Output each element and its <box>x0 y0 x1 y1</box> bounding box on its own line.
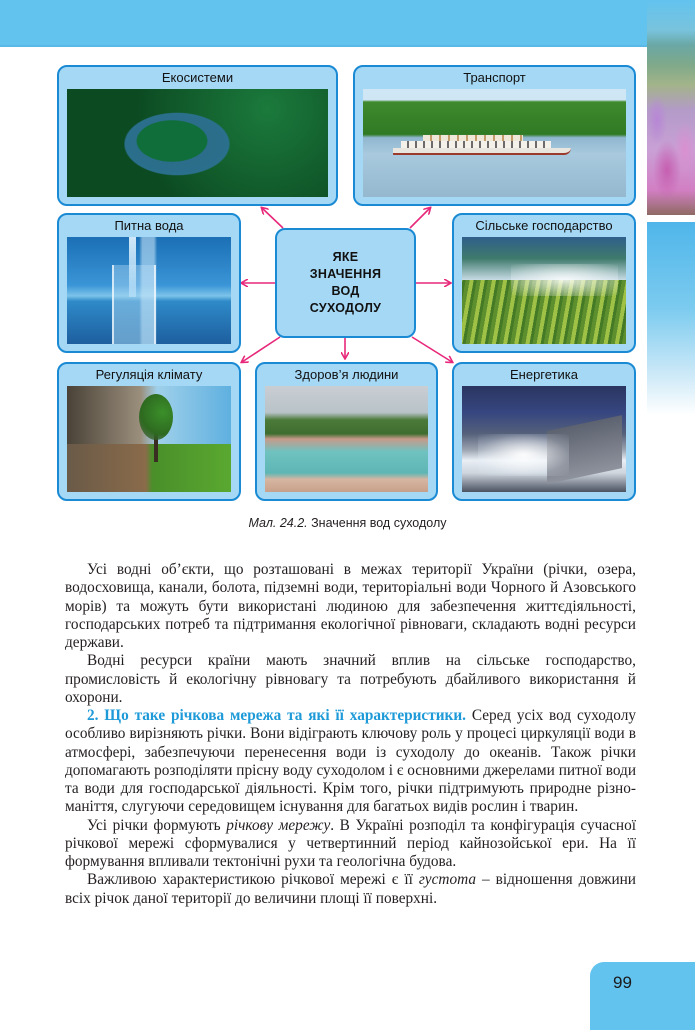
page-number-tab <box>590 962 695 1030</box>
paragraph-3 <box>65 707 636 817</box>
paragraph-4 <box>65 817 636 872</box>
center-question-box <box>275 228 416 338</box>
card-transport <box>353 65 636 206</box>
card-title: Екосистеми <box>161 70 234 85</box>
ecosystems-photo <box>67 89 328 197</box>
card-title: Здоров’я людини <box>294 367 399 382</box>
caption-label: Мал. 24.2. <box>248 516 308 530</box>
body-text <box>65 561 636 908</box>
card-energy <box>452 362 636 501</box>
paragraph-5-a: Важливою характеристикою річкової мережі є її <box>87 871 419 889</box>
ship-shape <box>393 135 571 155</box>
card-agriculture <box>452 213 636 353</box>
center-line-4: СУХОДОЛУ <box>309 301 382 315</box>
card-climate <box>57 362 241 501</box>
side-decorative-photo <box>647 0 695 215</box>
card-ecosystems <box>57 65 338 206</box>
card-title: Регуляція клімату <box>95 367 203 382</box>
center-line-1: ЯКЕ <box>332 250 359 264</box>
paragraph-2: Водні ресурси країни мають значний вплив на сільське господарство, промисловість й екологічну рівновагу та потребують дбайливого використання й охорони. <box>65 652 636 706</box>
card-health <box>255 362 438 501</box>
energy-photo <box>462 386 626 492</box>
section-heading: 2. Що таке річкова мережа та які її характеристики. <box>87 707 467 724</box>
agriculture-photo <box>462 237 626 344</box>
side-gradient-tab <box>647 222 695 415</box>
card-title: Енергетика <box>510 367 578 382</box>
card-title: Транспорт <box>463 70 526 85</box>
climate-photo <box>67 386 231 492</box>
paragraph-4-a: Усі річки формують <box>87 816 227 834</box>
caption-text: Значення вод суходолу <box>307 516 447 530</box>
paragraph-5 <box>65 871 636 908</box>
term-river-network: річкову мережу <box>226 816 331 834</box>
card-title: Сільське господарство <box>475 218 613 233</box>
center-line-3: ВОД <box>331 284 360 298</box>
center-line-2: ЗНАЧЕННЯ <box>309 267 382 281</box>
transport-photo <box>363 89 626 197</box>
card-drinking-water <box>57 213 241 353</box>
paragraph-5-b: – відношення довжини всіх річок даної території до величини площі її поверхні. <box>65 871 636 907</box>
page-number: 99 <box>613 973 632 992</box>
term-density: густота <box>418 871 476 889</box>
card-title: Питна вода <box>114 218 184 233</box>
drinking-water-photo <box>67 237 231 344</box>
health-photo <box>265 386 428 492</box>
figure-caption <box>0 516 695 530</box>
paragraph-4-b: . В Україні розподіл та конфігурація сучасної річкової мережі сформувалися у четвертинний період кайнозойської ери. На її формування впливали тектонічні рухи та геологічна будова. <box>65 816 636 870</box>
page-header-band <box>0 0 647 47</box>
paragraph-3-text: Серед усіх вод суходолу особливо вирізняють річки. Вони відіграють ключову роль у процесі циркуляції води в атмосфері, забезпечуючи перенесення води із суходолу до океанів. Також річки допомагають розподіляти прісну воду суходолом і є основними джерелами питної води та води для господарської діяльності. Крім того, річки підтримують природне різноманіття, слугуючи середовищем існування для багатьох видів рослин і тварин. <box>65 707 637 816</box>
paragraph-1: Усі водні об’єкти, що розташовані в межах території України (річки, озера, водосховища, канали, болота, підземні води, територіальні води Чорного й Азовського морів) та можуть бути використані людиною для забезпечення життєдіяльності, господарських потреб та підтримання екологічної рівноваги, складають водні ресурси держави. <box>65 561 636 651</box>
